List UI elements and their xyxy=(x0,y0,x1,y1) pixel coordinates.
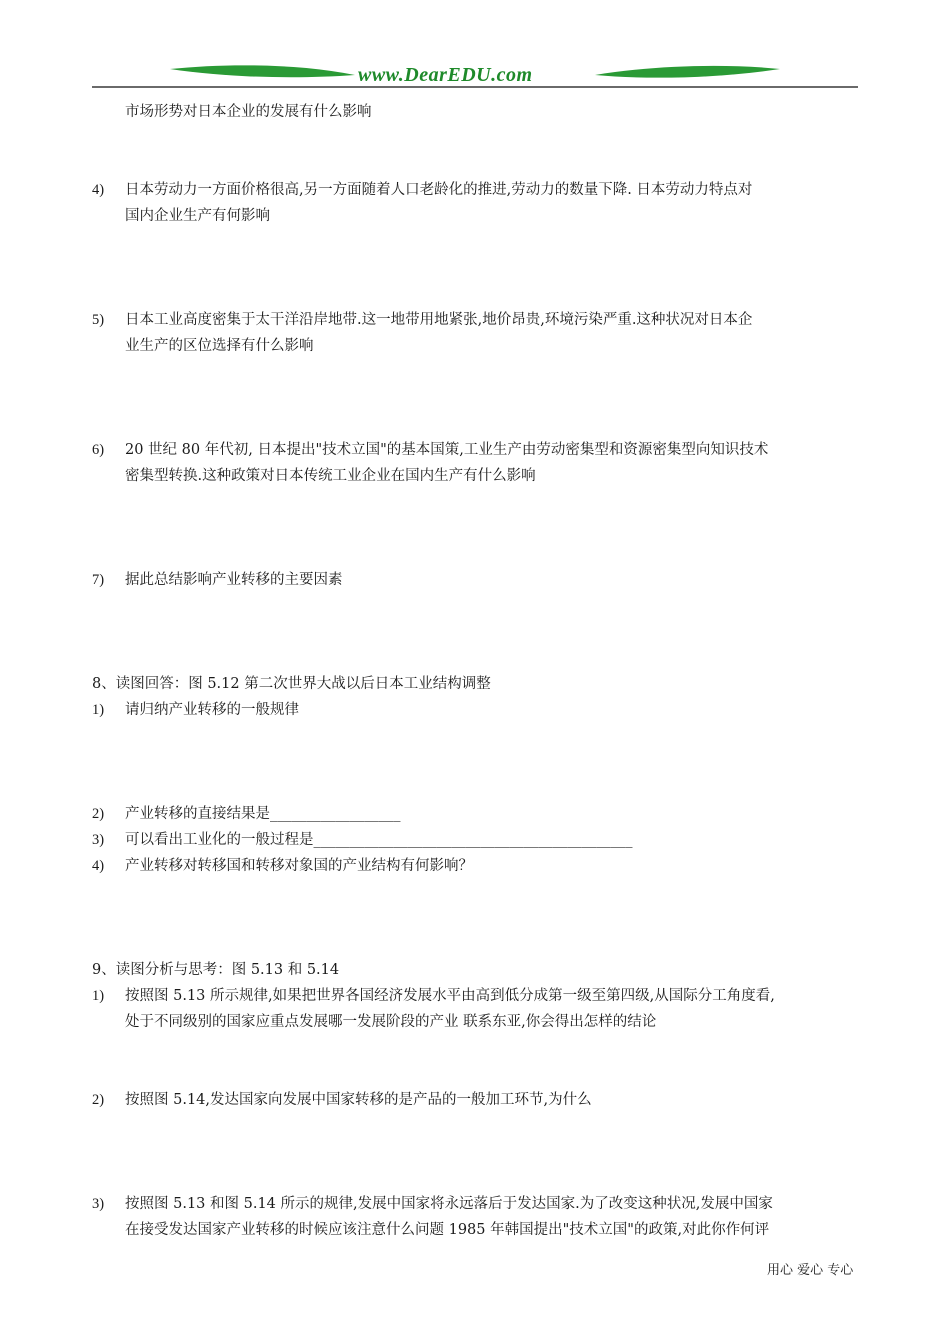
question-4-line-1: 日本劳动力一方面价格很高,另一方面随着人口老龄化的推进,劳动力的数量下降. 日本劳动力特点对 xyxy=(125,182,753,198)
question-6-line-1: 20 世纪 80 年代初, 日本提出"技术立国"的基本国策,工业生产由劳动密集型和资源密集型向知识技术 xyxy=(125,442,769,458)
section-9-q1-line-2: 处于不同级别的国家应重点发展哪一发展阶段的产业 联系东亚,你会得出怎样的结论 xyxy=(125,1014,657,1030)
section-9-q3-line-1: 按照图 5.13 和图 5.14 所示的规律,发展中国家将永远落后于发达国家.为了改变这种状况,发展中国家 xyxy=(125,1196,773,1212)
section-9-q3-line-2: 在接受发达国家产业转移的时候应该注意什么问题 1985 年韩国提出"技术立国"的政策,对此你作何评 xyxy=(125,1222,770,1238)
site-logo: www.DearEDU.com xyxy=(358,64,533,86)
question-6-number: 6) xyxy=(92,442,105,458)
question-4-number: 4) xyxy=(92,182,105,198)
question-7-text: 据此总结影响产业转移的主要因素 xyxy=(125,572,343,588)
section-8-title: 8、读图回答：图 5.12 第二次世界大战以后日本工业结构调整 xyxy=(92,676,491,692)
section-9-title: 9、读图分析与思考：图 5.13 和 5.14 xyxy=(92,962,340,978)
section-9-q1-number: 1) xyxy=(92,988,105,1004)
right-swoosh xyxy=(595,66,780,78)
left-swoosh xyxy=(170,65,355,77)
section-9-q2-text: 按照图 5.14,发达国家向发展中国家转移的是产品的一般加工环节,为什么 xyxy=(125,1092,592,1108)
section-8-q4-text: 产业转移对转移国和转移对象国的产业结构有何影响？ xyxy=(125,858,473,874)
section-8-q3-text: 可以看出工业化的一般过程是____________________________________________ xyxy=(125,832,633,848)
section-8-q2-number: 2) xyxy=(92,806,105,822)
section-8-q2-text: 产业转移的直接结果是__________________ xyxy=(125,806,401,822)
section-8-q4-number: 4) xyxy=(92,858,105,874)
section-9-q3-number: 3) xyxy=(92,1196,105,1212)
question-5-line-1: 日本工业高度密集于太干洋沿岸地带.这一地带用地紧张,地价昂贵,环境污染严重.这种状况对日本企 xyxy=(125,312,753,328)
question-5-number: 5) xyxy=(92,312,105,328)
question-7-number: 7) xyxy=(92,572,105,588)
question-5-line-2: 业生产的区位选择有什么影响 xyxy=(125,338,314,354)
page-footer: 用心 爱心 专心 xyxy=(767,1263,854,1278)
question-3-continuation: 市场形势对日本企业的发展有什么影响 xyxy=(125,104,372,120)
question-4-line-2: 国内企业生产有何影响 xyxy=(125,208,270,224)
section-9-q1-line-1: 按照图 5.13 所示规律,如果把世界各国经济发展水平由高到低分成第一级至第四级,从国际分工角度看, xyxy=(125,988,775,1004)
page-header xyxy=(0,0,950,96)
section-8-q1-text: 请归纳产业转移的一般规律 xyxy=(125,702,299,718)
section-8-q1-number: 1) xyxy=(92,702,105,718)
question-6-line-2: 密集型转换.这种政策对日本传统工业企业在国内生产有什么影响 xyxy=(125,468,536,484)
section-8-q3-number: 3) xyxy=(92,832,105,848)
section-9-q2-number: 2) xyxy=(92,1092,105,1108)
